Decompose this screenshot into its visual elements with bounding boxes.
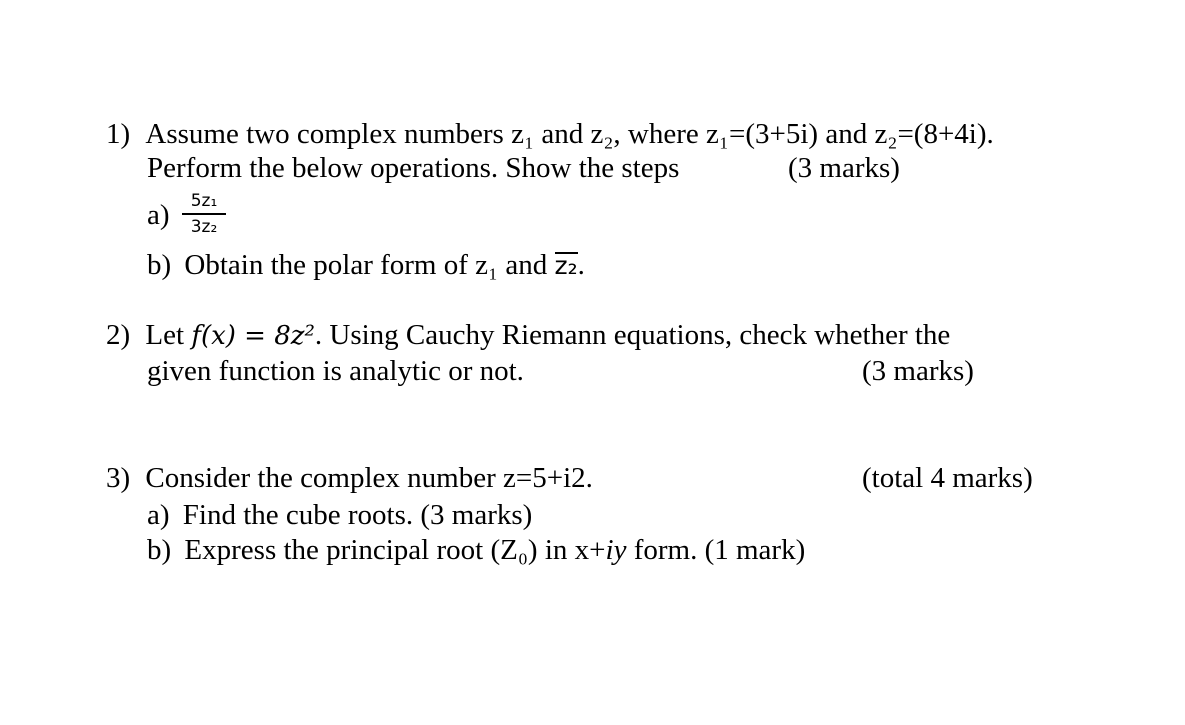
q1-line2 <box>147 151 679 185</box>
q3-line1 <box>106 461 593 495</box>
q1-part-b-period: . <box>577 249 585 281</box>
q3-part-b-label: b) <box>147 534 172 566</box>
q3-part-a-label: a) <box>147 499 170 531</box>
q2-line1-post: . Using Cauchy Riemann equations, check whether the <box>314 319 951 351</box>
fraction-bar <box>182 213 226 215</box>
q3-number: 3) <box>106 462 131 494</box>
q1-part-b-label: b) <box>147 249 172 281</box>
q1-part-b-text: Obtain the polar form of z₁ and <box>184 249 548 281</box>
q3-part-b-text-pre: Express the principal root (Z₀) in x+ <box>184 534 606 566</box>
q1-part-b-conjugate: z₂ <box>554 251 578 280</box>
q1-line1 <box>106 117 994 151</box>
q3-part-b-text-post: form. (1 mark) <box>626 534 806 566</box>
q3-part-a-text: Find the cube roots. (3 marks) <box>182 499 533 531</box>
q1-part-a-label: a) <box>147 199 170 231</box>
q2-line1 <box>106 318 950 353</box>
q1-number: 1) <box>106 118 131 150</box>
q2-line2-text: given function is analytic or not. <box>147 355 524 387</box>
q1-line2-text: Perform the below operations. Show the steps <box>147 152 680 184</box>
q2-number: 2) <box>106 319 131 351</box>
q1-line1-text: Assume two complex numbers z₁ and z₂, where z₁=(3+5i) and z₂=(8+4i). <box>145 118 994 150</box>
q2-function: f(x) = 8z² <box>191 321 315 351</box>
q1-part-b <box>147 248 585 282</box>
q3-marks: (total 4 marks) <box>862 462 1033 494</box>
q1-part-a-fraction <box>182 191 226 237</box>
q2-line1-pre: Let <box>145 319 185 351</box>
q1-part-a-numerator: 5z₁ <box>190 191 218 211</box>
q2-line2 <box>147 354 524 388</box>
q3-part-b <box>147 533 805 567</box>
q1-part-a-denominator: 3z₂ <box>190 217 218 237</box>
q2-marks: (3 marks) <box>862 355 974 387</box>
q3-part-b-iy: iy <box>605 534 627 566</box>
q3-part-a <box>147 498 532 532</box>
q3-line1-text: Consider the complex number z=5+i2. <box>145 462 593 494</box>
q1-marks: (3 marks) <box>788 152 900 184</box>
